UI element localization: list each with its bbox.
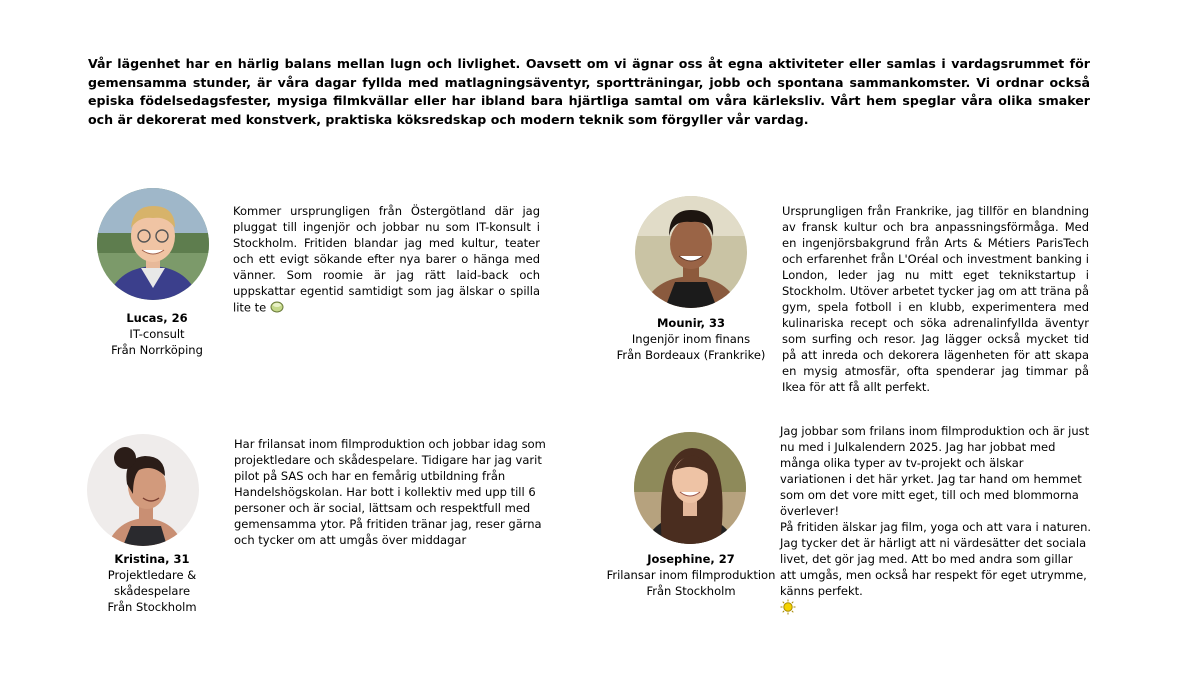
person-name: Kristina, 31 [114, 552, 190, 566]
person-origin: Från Norrköping [111, 343, 203, 357]
person-origin: Från Stockholm [107, 600, 197, 614]
bio-mounir: Ursprungligen från Frankrike, jag tillför en blandning av fransk kultur och bra anpassningsförmåga. Med en ingenjörsbakgrund från Arts & Métiers ParisTech och erfarenhet från L'Oréal och investment banking i London, leder jag nu mitt eget teknikstartup i Stockholm. Utöver arbetet tycker jag om att träna på gym, spela fotboll i en klubb, experimentera med kulinariska recept och söka adrenalinfyllda äventyr som surfing och resor. Jag lägger också mycket tid på att inreda och dekorera lägenheten för att skapa en mysig atmosfär, ofta spenderar jag timmar på Ikea för att få allt perfekt. [782, 204, 1089, 394]
bio-lucas [233, 203, 540, 317]
caption-josephine [606, 551, 776, 599]
bio-josephine [780, 423, 1092, 619]
avatar-lucas [97, 188, 209, 300]
bio-paragraph-2: På fritiden älskar jag film, yoga och att vara i naturen. Jag tycker det är härligt att ni värdesätter det sociala livet, det gör jag med. Att bo med andra som gillar att umgås, men också har respekt för eget utrymme, känns perfekt. [780, 520, 1092, 598]
avatar-josephine [634, 432, 746, 544]
person-role: Frilansar inom filmproduktion [606, 568, 776, 582]
person-role: IT-consult [129, 327, 185, 341]
avatar-mounir [635, 196, 747, 308]
person-role: Projektledare & skådespelare [107, 568, 197, 598]
avatar-kristina [87, 434, 199, 546]
person-origin: Från Stockholm [646, 584, 736, 598]
person-name: Josephine, 27 [647, 552, 735, 566]
tea-cup-icon [270, 299, 284, 317]
person-role: Ingenjör inom finans [631, 332, 751, 346]
person-name: Mounir, 33 [656, 316, 726, 330]
caption-kristina [70, 551, 234, 615]
bio-kristina: Har frilansat inom filmproduktion och jobbar idag som projektledare och skådespelare. Tidigare har jag varit pilot på SAS och har en femårig utbildning från Handelshögskolan. Har bott i kollektiv med upp till 6 personer och är social, lättsam och respektfull med gemensamma ytor. På fritiden tränar jag, reser gärna och tycker om att umgås över middagar [234, 437, 546, 547]
person-origin: Från Bordeaux (Frankrike) [616, 348, 766, 362]
intro-paragraph: Vår lägenhet har en härlig balans mellan lugn och livlighet. Oavsett om vi ägnar oss åt egna aktiviteter eller samlas i vardagsrummet för gemensamma stunder, är våra dagar fyllda med matlagningsäventyr, sportträningar, jobb och spontana sammankomster. Vi ordnar också episka födelsedagsfester, mysiga filmkvällar eller har ibland bara hjärtliga samtal om våra kärleksliv. Vårt hem speglar våra olika smaker och är dekorerat med konstverk, praktiska köksredskap och modern teknik som förgyller vår vardag. [88, 56, 1090, 127]
caption-lucas [97, 310, 217, 358]
bio-paragraph-1: Jag jobbar som frilans inom filmproduktion och är just nu med i Julkalendern 2025. Jag har jobbat med många olika typer av tv-projekt och älskar variationen i det här yrket. Jag tar hand om hemmet som om det vore mitt eget, till och med blommorna överlever! [780, 424, 1090, 518]
caption-mounir [610, 315, 772, 363]
sun-icon [780, 599, 796, 619]
person-name: Lucas, 26 [126, 311, 188, 325]
bio-text: Kommer ursprungligen från Östergötland där jag pluggat till ingenjör och jobbar nu som IT-konsult i Stockholm. Fritiden blandar jag med kultur, teater och ett evigt sökande efter nya barer o hänga med vänner. Som roomie är jag rätt laid-back och uppskattar egentid samtidigt som jag älskar o spilla lite te [233, 204, 540, 315]
